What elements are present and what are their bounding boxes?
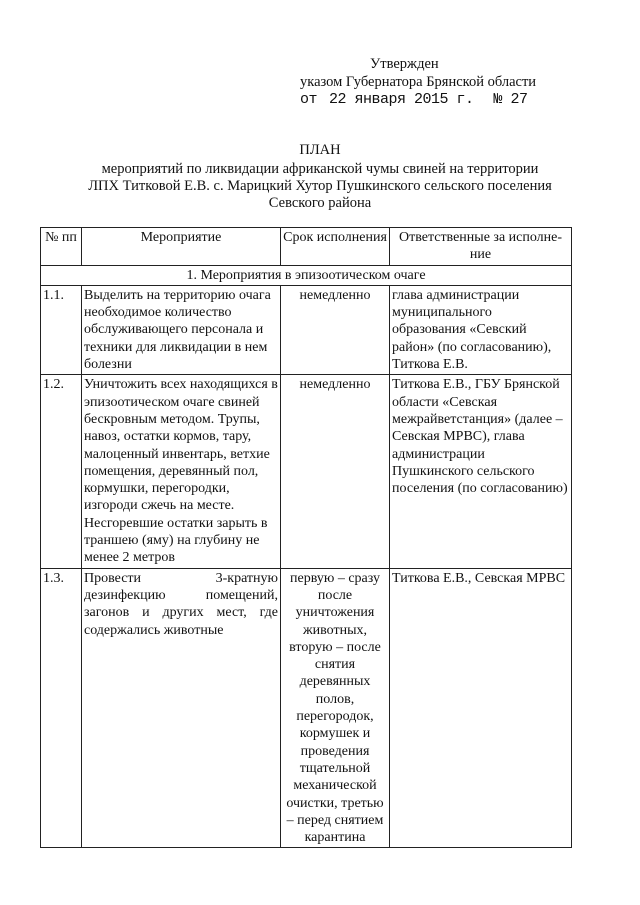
row-responsible: Титкова Е.В., Севская МРВС — [390, 568, 572, 848]
plan-heading — [80, 142, 560, 212]
row-action: Выделить на территорию очага необходимое количество обслуживающего персонала и техники для ликвидации в нем болезни — [82, 285, 281, 374]
approval-block — [300, 55, 536, 109]
plan-subtitle-line2: ЛПХ Титковой Е.В. с. Марицкий Хутор Пушкинского сельского поселения — [88, 178, 552, 194]
approval-line-decree: указом Губернатора Брянской области — [300, 74, 537, 90]
plan-title: ПЛАН — [299, 142, 341, 158]
header-term: Срок исполнения — [281, 228, 390, 266]
approval-date: 22 января 2015 г. — [329, 91, 474, 108]
row-num: 1.1. — [41, 285, 82, 374]
plan-subtitle-line3: Севского района — [268, 195, 372, 211]
section-row — [41, 265, 572, 285]
row-num: 1.2. — [41, 375, 82, 568]
row-action: Провести 3-кратную дезинфекцию помещений, загонов и других мест, где содержались животные — [82, 568, 281, 848]
approval-line-date — [300, 91, 536, 109]
header-num: № пп — [41, 228, 82, 266]
approval-line-approved: Утвержден — [370, 56, 439, 72]
approval-prefix: от — [300, 91, 318, 108]
row-responsible: Титкова Е.В., ГБУ Брянской области «Севская межрайветстанция» (далее – Севская МРВС), глава администрации Пушкинского сельского поселения (по согласованию) — [390, 375, 572, 568]
header-responsible: Ответственные за исполне-ние — [390, 228, 572, 266]
plan-table — [40, 227, 572, 848]
row-term: первую – сразу после уничтожения животных, вторую – после снятия деревянных полов, перегородок, кормушек и проведения тщательной механической очистки, третью – перед снятием карантина — [281, 568, 390, 848]
row-num: 1.3. — [41, 568, 82, 848]
table-header-row — [41, 228, 572, 266]
plan-subtitle-line1: мероприятий по ликвидации африканской чумы свиней на территории — [101, 161, 539, 177]
row-action: Уничтожить всех находящихся в эпизоотическом очаге свиней бескровным методом. Трупы, навоз, остатки кормов, тару, малоценный инвентарь, ветхие помещения, деревянный пол, кормушки, перегородки, изгороди сжечь на месте. Несгоревшие остатки зарыть в траншею (яму) на глубину не менее 2 метров — [82, 375, 281, 568]
table-row — [41, 568, 572, 848]
table-row — [41, 375, 572, 568]
section-title: 1. Мероприятия в эпизоотическом очаге — [41, 265, 572, 285]
row-responsible: глава администрации муниципального образования «Севский район» (по согласованию), Титкова Е.В. — [390, 285, 572, 374]
row-term: немедленно — [281, 375, 390, 568]
table-row — [41, 285, 572, 374]
header-action: Мероприятие — [82, 228, 281, 266]
approval-number: № 27 — [493, 91, 528, 108]
row-term: немедленно — [281, 285, 390, 374]
